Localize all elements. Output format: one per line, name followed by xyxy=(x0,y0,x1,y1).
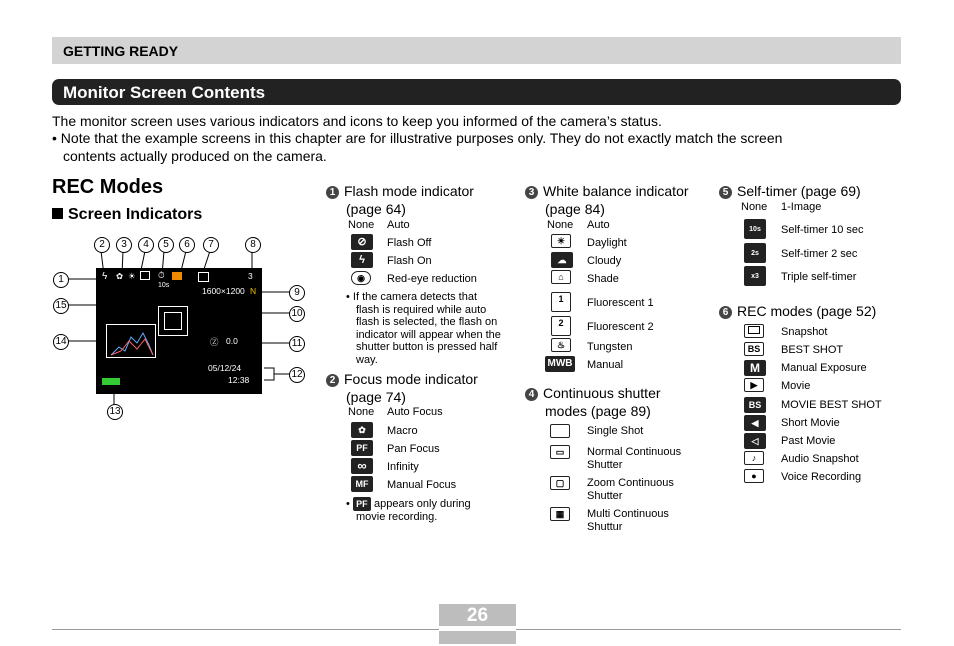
focus-heading xyxy=(326,370,478,388)
date: 05/12/24 xyxy=(208,363,242,373)
best-shot-icon: BS xyxy=(744,342,764,356)
rec-modes-heading: REC Modes xyxy=(52,176,164,198)
daylight-label: Daylight xyxy=(587,237,627,249)
red-eye-label: Red-eye reduction xyxy=(387,273,477,285)
rec-modes-heading-6 xyxy=(719,302,876,320)
screen-indicators-label: Screen Indicators xyxy=(68,206,203,223)
focus-note-line1: appears only during xyxy=(373,498,471,510)
tungsten-icon: ♨ xyxy=(551,338,571,352)
pan-focus-icon: PF xyxy=(353,497,371,511)
macro-icon: ✿ xyxy=(351,422,373,438)
intro-note-line2: contents actually produced on the camera. xyxy=(63,148,327,164)
self-timer-1-image: 1-Image xyxy=(781,201,822,213)
flash-note-line: way. xyxy=(356,353,378,366)
focus-page: (page 74) xyxy=(346,389,406,405)
wb-title: White balance indicator xyxy=(543,183,689,199)
flash-heading xyxy=(326,182,474,200)
fluorescent-2-icon: 2 xyxy=(551,316,571,336)
callout-6: 6 xyxy=(179,237,195,253)
multi-continuous-label: Multi Continuous xyxy=(587,508,669,520)
fluorescent-1-icon: 1 xyxy=(551,292,571,312)
daylight-icon: ☀ xyxy=(551,234,571,248)
timer-value: 10s xyxy=(158,282,170,289)
rec-modes-title: REC modes (page 52) xyxy=(737,303,877,319)
flash-note-line: flash is required while auto xyxy=(356,303,487,316)
flash-note-line: flash is selected, the flash on xyxy=(356,316,498,328)
single-shot-icon xyxy=(550,424,570,438)
flash-on-label: Flash On xyxy=(387,255,432,267)
intro-text: The monitor screen uses various indicators and icons to keep you informed of the camera’s status. xyxy=(52,113,662,129)
bullet-square-icon xyxy=(52,208,63,219)
flash-note-line: indicator will appear when the xyxy=(356,328,501,341)
manual-focus-icon: MF xyxy=(351,476,373,492)
normal-continuous-icon: ▭ xyxy=(550,445,570,459)
flash-title: Flash mode indicator xyxy=(344,183,474,199)
flash-number: 1 xyxy=(326,186,339,199)
multi-continuous-label2: Shuttur xyxy=(587,521,623,533)
short-movie-icon: ◀ xyxy=(744,415,766,431)
flash-on-icon: ϟ xyxy=(351,252,373,268)
voice-recording-label: Voice Recording xyxy=(781,471,862,483)
callout-7: 7 xyxy=(203,237,219,253)
section-label: GETTING READY xyxy=(63,43,179,59)
manual-focus-label: Manual Focus xyxy=(387,479,457,491)
self-timer-2s-icon: 2s xyxy=(744,243,766,263)
manual-exposure-label: Manual Exposure xyxy=(781,362,867,374)
single-shot-label: Single Shot xyxy=(587,425,644,437)
callout-9: 9 xyxy=(289,285,305,301)
zoom-continuous-icon: ▢ xyxy=(550,476,570,490)
wb-none: None xyxy=(547,219,574,231)
infinity-icon: ∞ xyxy=(351,458,373,474)
focus-title: Focus mode indicator xyxy=(344,371,478,387)
callout-12: 12 xyxy=(289,367,305,383)
title-bar xyxy=(52,79,901,105)
daylight-icon: ☀ xyxy=(128,271,136,281)
screen-indicators-heading xyxy=(52,206,202,224)
pan-focus-label: Pan Focus xyxy=(387,443,440,455)
ev-value: 0.0 xyxy=(226,336,238,346)
callout-15: 15 xyxy=(53,298,69,314)
macro-icon: ✿ xyxy=(116,271,124,281)
focus-note: • PF appears only during movie recording. xyxy=(346,498,471,523)
callout-13: 13 xyxy=(107,404,123,420)
flash-off-icon: ⊘ xyxy=(351,234,373,250)
continuous-heading xyxy=(525,384,661,402)
flash-page: (page 64) xyxy=(346,201,406,217)
histogram xyxy=(106,324,156,358)
focus-frame-inner xyxy=(164,312,182,330)
rec-mode-icon xyxy=(172,272,182,280)
zoom-continuous-label2: Shutter xyxy=(587,490,623,502)
self-timer-2s-label: Self-timer 2 sec xyxy=(781,248,858,260)
page-number-box xyxy=(439,604,516,644)
self-timer-none: None xyxy=(741,201,768,213)
infinity-label: Infinity xyxy=(387,461,419,473)
focus-none: None xyxy=(348,406,375,418)
flash-indicator-icon: ϟ xyxy=(102,271,108,282)
focus-note-line2: movie recording. xyxy=(356,511,438,523)
normal-continuous-label2: Shutter xyxy=(587,459,623,471)
self-timer-heading xyxy=(719,182,861,200)
shots-remaining: 3 xyxy=(248,271,253,281)
manual-wb-label: Manual xyxy=(587,359,624,371)
wb-heading xyxy=(525,182,689,200)
manual-wb-icon: MWB xyxy=(545,356,575,372)
macro-label: Macro xyxy=(387,425,418,437)
continuous-title: Continuous shutter xyxy=(543,385,661,401)
movie-best-shot-label: MOVIE BEST SHOT xyxy=(781,399,882,411)
callout-5: 5 xyxy=(158,237,174,253)
cloudy-icon: ☁ xyxy=(551,252,573,268)
image-quality: N xyxy=(250,286,257,296)
triple-timer-label: Triple self-timer xyxy=(781,271,857,283)
wb-page: (page 84) xyxy=(545,201,605,217)
time: 12:38 xyxy=(228,375,250,385)
flash-none: None xyxy=(348,219,375,231)
callout-10: 10 xyxy=(289,306,305,322)
snapshot-label: Snapshot xyxy=(781,326,828,338)
flash-note-line: • If the camera detects that xyxy=(346,291,478,303)
triple-timer-icon: x3 xyxy=(744,266,766,286)
callout-3: 3 xyxy=(116,237,132,253)
audio-snapshot-label: Audio Snapshot xyxy=(781,453,859,465)
focus-auto: Auto Focus xyxy=(387,406,443,418)
callout-14: 14 xyxy=(53,334,69,350)
focus-number: 2 xyxy=(326,374,339,387)
audio-snapshot-icon: ♪ xyxy=(744,451,764,465)
best-shot-label: BEST SHOT xyxy=(781,344,844,356)
self-timer-title: Self-timer (page 69) xyxy=(737,183,861,199)
flash-note-line: shutter button is pressed half xyxy=(356,341,498,353)
metering-icon xyxy=(198,272,209,282)
intro-note-line1: • Note that the example screens in this chapter are for illustrative purposes only. They do not exactly match the screen xyxy=(52,130,783,146)
self-timer-10s-label: Self-timer 10 sec xyxy=(781,224,864,236)
callout-2: 2 xyxy=(94,237,110,253)
shade-label: Shade xyxy=(587,273,619,285)
movie-best-shot-icon: BS xyxy=(744,397,766,413)
flash-auto: Auto xyxy=(387,219,410,231)
self-timer-number: 5 xyxy=(719,186,732,199)
movie-label: Movie xyxy=(781,380,811,392)
ev-icon: Ⓩ xyxy=(210,337,219,347)
wb-number: 3 xyxy=(525,186,538,199)
voice-recording-icon: ● xyxy=(744,469,764,483)
self-timer-10s-icon: 10s xyxy=(744,219,766,239)
cloudy-label: Cloudy xyxy=(587,255,622,267)
past-movie-icon: ◁ xyxy=(744,433,766,449)
page-number: 26 xyxy=(466,605,489,626)
normal-continuous-label: Normal Continuous xyxy=(587,446,682,458)
callout-11: 11 xyxy=(289,336,305,352)
callout-1: 1 xyxy=(53,272,69,288)
zoom-continuous-label: Zoom Continuous xyxy=(587,477,674,489)
pan-focus-icon: PF xyxy=(351,440,373,456)
multi-continuous-icon: ▦ xyxy=(550,507,570,521)
fluorescent-2-label: Fluorescent 2 xyxy=(587,321,654,333)
snapshot-icon xyxy=(744,324,764,338)
page-title: Monitor Screen Contents xyxy=(63,83,266,102)
wb-auto: Auto xyxy=(587,219,610,231)
fluorescent-1-label: Fluorescent 1 xyxy=(587,297,654,309)
section-header-bar xyxy=(52,37,901,64)
histogram-graph xyxy=(107,325,155,357)
callout-4: 4 xyxy=(138,237,154,253)
red-eye-icon: ◉ xyxy=(351,271,371,285)
past-movie-label: Past Movie xyxy=(781,435,836,447)
flash-note xyxy=(346,291,501,366)
short-movie-label: Short Movie xyxy=(781,417,840,429)
self-timer-icon: ⏱ xyxy=(158,270,165,280)
flash-off-label: Flash Off xyxy=(387,237,432,249)
screen-diagram xyxy=(52,230,312,420)
continuous-number: 4 xyxy=(525,388,538,401)
movie-icon: ▶ xyxy=(744,378,764,392)
callout-8: 8 xyxy=(245,237,261,253)
camera-monitor xyxy=(96,268,262,394)
image-size: 1600×1200 xyxy=(202,286,245,296)
continuous-icon xyxy=(140,271,150,280)
battery-icon xyxy=(102,378,120,385)
shade-icon: ⌂ xyxy=(551,270,571,284)
manual-exposure-icon: M xyxy=(744,360,766,376)
continuous-page: modes (page 89) xyxy=(545,403,651,419)
tungsten-label: Tungsten xyxy=(587,341,633,353)
rec-modes-number: 6 xyxy=(719,306,732,319)
